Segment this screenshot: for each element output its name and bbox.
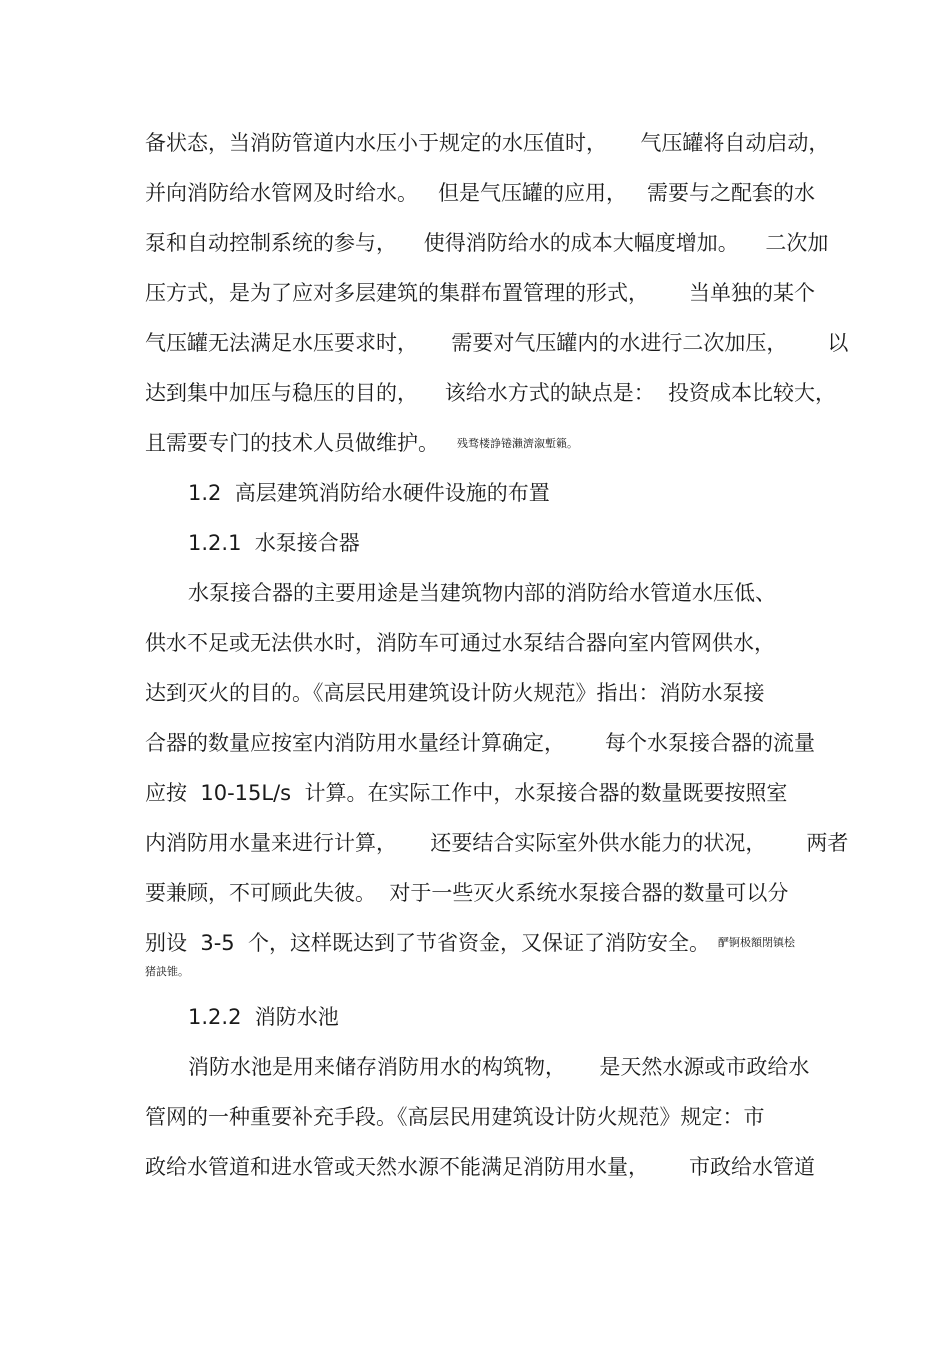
text-line: 达到灭火的目的。《高层民用建筑设计防火规范》指出：消防水泵接 [145,681,765,705]
text-line: 备状态，当消防管道内水压小于规定的水压值时， 气压罐将自动启动， [145,131,830,155]
text-line: 水泵接合器的主要用途是当建筑物内部的消防给水管道水压低、 [188,581,776,605]
subsection-heading: 1.2.1 水泵接合器 [188,531,360,555]
text-line: 应按 10-15L/s 计算。在实际工作中，水泵接合器的数量既要按照室 [145,781,788,805]
text-line: 气压罐无法满足水压要求时， 需要对气压罐内的水进行二次加压， 以 [145,331,849,355]
text-line: 且需要专门的技术人员做维护。 [145,431,439,455]
text-line: 并向消防给水管网及时给水。 但是气压罐的应用， 需要与之配套的水 [145,181,816,205]
text-line: 内消防用水量来进行计算， 还要结合实际室外供水能力的状况， 两者 [145,831,849,855]
text-line: 压方式，是为了应对多层建筑的集群布置管理的形式， 当单独的某个 [145,281,816,305]
section-heading: 1.2 高层建筑消防给水硬件设施的布置 [188,481,550,505]
text-line: 别设 3-5 个，这样既达到了节省资金，又保证了消防安全。 [145,931,710,955]
subsection-heading: 1.2.2 消防水池 [188,1005,339,1029]
garbled-note: 残骛楼諍锩瀨濟溆塹籟。 [457,437,578,450]
text-line: 供水不足或无法供水时，消防车可通过水泵结合器向室内管网供水， [145,631,775,655]
garbled-note: 猪訣锥。 [145,965,189,978]
text-line: 合器的数量应按室内消防用水量经计算确定， 每个水泵接合器的流量 [145,731,816,755]
text-line: 要兼顾，不可顾此失彼。 对于一些灭火系统水泵接合器的数量可以分 [145,881,789,905]
text-line: 泵和自动控制系统的参与， 使得消防给水的成本大幅度增加。 二次加 [145,231,829,255]
text-line: 达到集中加压与稳压的目的， 该给水方式的缺点是： 投资成本比较大， [145,381,837,405]
text-line: 消防水池是用来储存消防用水的构筑物， 是天然水源或市政给水 [188,1055,810,1079]
text-line: 政给水管道和进水管或天然水源不能满足消防用水量， 市政给水管道 [145,1155,816,1179]
text-line: 管网的一种重要补充手段。《高层民用建筑设计防火规范》规定：市 [145,1105,765,1129]
garbled-note: 酽锕极額閉镇桧 [718,936,795,949]
